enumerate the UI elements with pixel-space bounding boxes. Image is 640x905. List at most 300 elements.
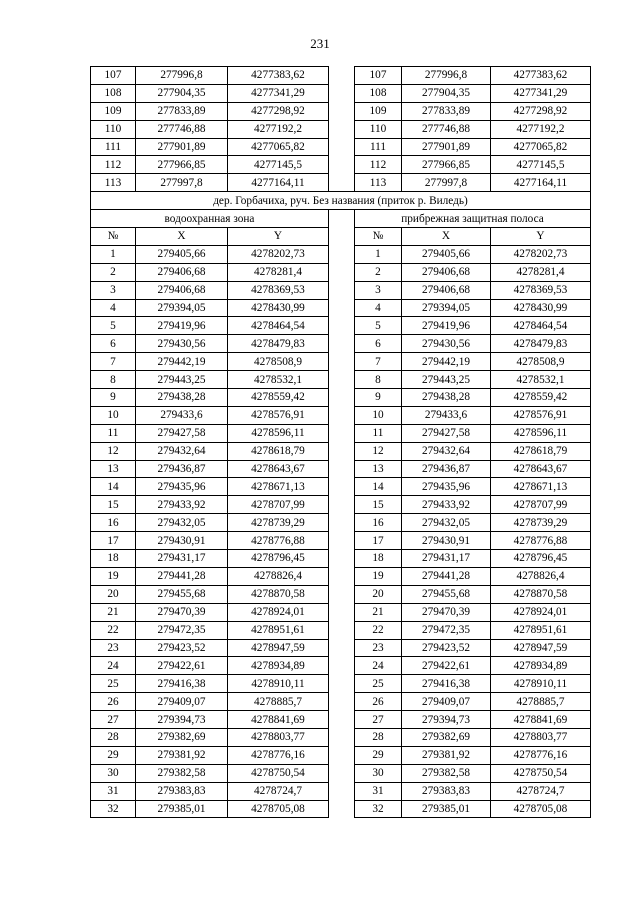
cell-number: 30 <box>355 764 402 782</box>
cell-x: 279435,96 <box>136 478 228 496</box>
cell-x: 279438,28 <box>136 389 228 407</box>
table-row <box>91 728 591 746</box>
cell-x: 279394,73 <box>402 711 491 729</box>
cell-x: 279470,39 <box>402 603 491 621</box>
table-row <box>91 138 591 156</box>
cell-y: 4278671,13 <box>228 478 329 496</box>
cell-x: 279419,96 <box>402 317 491 335</box>
cell-x: 279381,92 <box>402 746 491 764</box>
table-row <box>91 67 591 85</box>
cell-x: 277901,89 <box>136 138 228 156</box>
cell-number: 16 <box>91 514 136 532</box>
column-gap <box>329 782 355 800</box>
table-row <box>91 550 591 568</box>
cell-y: 4278508,9 <box>491 353 591 371</box>
cell-x: 279406,68 <box>402 263 491 281</box>
cell-number: 3 <box>91 281 136 299</box>
table-row <box>91 317 591 335</box>
cell-y: 4278934,89 <box>228 657 329 675</box>
cell-number: 28 <box>355 728 402 746</box>
table-row <box>91 478 591 496</box>
page-number: 231 <box>310 36 330 51</box>
cell-number: 24 <box>91 657 136 675</box>
cell-x: 277901,89 <box>402 138 491 156</box>
cell-number: 112 <box>91 156 136 174</box>
cell-number: 17 <box>91 532 136 550</box>
cell-number: 13 <box>355 460 402 478</box>
table-row <box>91 693 591 711</box>
cell-number: 7 <box>355 353 402 371</box>
cell-x: 279382,69 <box>136 728 228 746</box>
table-row <box>91 514 591 532</box>
column-gap <box>329 442 355 460</box>
cell-y: 4278430,99 <box>228 299 329 317</box>
cell-y: 4278951,61 <box>228 621 329 639</box>
cell-x: 279381,92 <box>136 746 228 764</box>
column-gap <box>329 550 355 568</box>
cell-x: 277966,85 <box>136 156 228 174</box>
cell-number: 23 <box>91 639 136 657</box>
cell-y: 4278596,11 <box>491 424 591 442</box>
table-row <box>91 603 591 621</box>
cell-x: 279423,52 <box>136 639 228 657</box>
header-row <box>91 228 591 246</box>
cell-x: 279436,87 <box>402 460 491 478</box>
column-gap <box>329 460 355 478</box>
table-row <box>91 120 591 138</box>
cell-y: 4277341,29 <box>228 84 329 102</box>
cell-y: 4278826,4 <box>228 567 329 585</box>
column-gap <box>329 657 355 675</box>
cell-y: 4278705,08 <box>491 800 591 818</box>
cell-y: 4278576,91 <box>491 406 591 424</box>
table-row <box>91 424 591 442</box>
cell-number: 8 <box>355 371 402 389</box>
cell-y: 4278618,79 <box>228 442 329 460</box>
column-gap <box>329 263 355 281</box>
cell-number: 14 <box>355 478 402 496</box>
cell-number: 5 <box>91 317 136 335</box>
column-gap <box>329 245 355 263</box>
cell-y: 4277164,11 <box>228 174 329 192</box>
cell-x: 279382,69 <box>402 728 491 746</box>
cell-y: 4278776,16 <box>228 746 329 764</box>
column-gap <box>329 102 355 120</box>
column-gap <box>329 353 355 371</box>
column-gap <box>329 406 355 424</box>
cell-y: 4278705,08 <box>228 800 329 818</box>
cell-y: 4278870,58 <box>228 585 329 603</box>
cell-x: 279427,58 <box>402 424 491 442</box>
cell-number: 4 <box>91 299 136 317</box>
cell-y: 4278508,9 <box>228 353 329 371</box>
cell-x: 277904,35 <box>136 84 228 102</box>
cell-x: 277746,88 <box>402 120 491 138</box>
cell-x: 279436,87 <box>136 460 228 478</box>
cell-y: 4278951,61 <box>491 621 591 639</box>
cell-number: 9 <box>91 389 136 407</box>
table-row <box>91 263 591 281</box>
cell-x: 279423,52 <box>402 639 491 657</box>
section-title-row <box>91 192 591 210</box>
cell-y: 4277383,62 <box>228 67 329 85</box>
cell-number: 1 <box>91 245 136 263</box>
cell-x: 279441,28 <box>136 567 228 585</box>
cell-x: 277833,89 <box>402 102 491 120</box>
cell-y: 4278281,4 <box>491 263 591 281</box>
cell-x: 279441,28 <box>402 567 491 585</box>
column-gap <box>329 84 355 102</box>
cell-number: 6 <box>91 335 136 353</box>
cell-x: 279432,05 <box>402 514 491 532</box>
cell-x: 279430,56 <box>136 335 228 353</box>
cell-x: 279406,68 <box>402 281 491 299</box>
cell-x: 279455,68 <box>136 585 228 603</box>
cell-number: 2 <box>91 263 136 281</box>
cell-y: 4277192,2 <box>228 120 329 138</box>
cell-number: 4 <box>355 299 402 317</box>
cell-number: 26 <box>355 693 402 711</box>
table-row <box>91 156 591 174</box>
cell-y: 4278559,42 <box>228 389 329 407</box>
cell-number: 5 <box>355 317 402 335</box>
cell-number: 3 <box>355 281 402 299</box>
cell-number: 113 <box>355 174 402 192</box>
cell-x: 277996,8 <box>402 67 491 85</box>
cell-y: 4278910,11 <box>228 675 329 693</box>
cell-y: 4278464,54 <box>491 317 591 335</box>
table-row <box>91 460 591 478</box>
cell-x: 279419,96 <box>136 317 228 335</box>
table-row <box>91 102 591 120</box>
cell-y: 4278479,83 <box>228 335 329 353</box>
cell-x: 279383,83 <box>402 782 491 800</box>
column-gap <box>329 389 355 407</box>
cell-x: 279409,07 <box>136 693 228 711</box>
cell-x: 279394,05 <box>402 299 491 317</box>
cell-y: 4277383,62 <box>491 67 591 85</box>
column-gap <box>329 764 355 782</box>
cell-x: 277996,8 <box>136 67 228 85</box>
table-row <box>91 281 591 299</box>
cell-number: 26 <box>91 693 136 711</box>
cell-x: 279405,66 <box>136 245 228 263</box>
cell-y: 4278643,67 <box>228 460 329 478</box>
cell-number: 14 <box>91 478 136 496</box>
column-gap <box>329 532 355 550</box>
column-gap <box>329 156 355 174</box>
cell-number: 31 <box>355 782 402 800</box>
column-gap <box>329 585 355 603</box>
cell-x: 279422,61 <box>136 657 228 675</box>
cell-x: 277833,89 <box>136 102 228 120</box>
cell-y: 4278618,79 <box>491 442 591 460</box>
cell-y: 4278559,42 <box>491 389 591 407</box>
cell-y: 4278750,54 <box>491 764 591 782</box>
cell-x: 279394,73 <box>136 711 228 729</box>
cell-number: 109 <box>91 102 136 120</box>
cell-x: 279472,35 <box>402 621 491 639</box>
cell-x: 279432,05 <box>136 514 228 532</box>
cell-y: 4278202,73 <box>228 245 329 263</box>
cell-y: 4278430,99 <box>491 299 591 317</box>
cell-y: 4278826,4 <box>491 567 591 585</box>
cell-number: 25 <box>91 675 136 693</box>
cell-number: 11 <box>91 424 136 442</box>
cell-number: 32 <box>355 800 402 818</box>
cell-x: 279385,01 <box>136 800 228 818</box>
cell-number: 1 <box>355 245 402 263</box>
cell-number: 23 <box>355 639 402 657</box>
cell-number: 108 <box>355 84 402 102</box>
cell-number: 111 <box>91 138 136 156</box>
cell-y: 4278910,11 <box>491 675 591 693</box>
cell-number: 109 <box>355 102 402 120</box>
cell-x: 279394,05 <box>136 299 228 317</box>
cell-y: 4278707,99 <box>228 496 329 514</box>
cell-number: 18 <box>91 550 136 568</box>
cell-x: 279406,68 <box>136 281 228 299</box>
column-gap <box>329 424 355 442</box>
table-row <box>91 174 591 192</box>
table-row <box>91 621 591 639</box>
cell-number: 22 <box>91 621 136 639</box>
cell-y: 4278776,16 <box>491 746 591 764</box>
column-gap <box>329 567 355 585</box>
column-gap <box>329 120 355 138</box>
cell-x: 277997,8 <box>402 174 491 192</box>
table-row <box>91 800 591 818</box>
cell-y: 4277145,5 <box>491 156 591 174</box>
cell-number: 10 <box>91 406 136 424</box>
cell-x: 279433,6 <box>136 406 228 424</box>
cell-number: 107 <box>355 67 402 85</box>
column-gap <box>329 711 355 729</box>
cell-y: 4278369,53 <box>491 281 591 299</box>
cell-x: 279382,58 <box>136 764 228 782</box>
table-row <box>91 371 591 389</box>
column-gap <box>329 639 355 657</box>
column-gap <box>329 728 355 746</box>
cell-x: 279383,83 <box>136 782 228 800</box>
table-row <box>91 335 591 353</box>
cell-number: 18 <box>355 550 402 568</box>
column-gap <box>329 67 355 85</box>
column-gap <box>329 675 355 693</box>
cell-number: 25 <box>355 675 402 693</box>
cell-y: 4278934,89 <box>491 657 591 675</box>
cell-number: 6 <box>355 335 402 353</box>
cell-x: 279405,66 <box>402 245 491 263</box>
cell-number: 27 <box>355 711 402 729</box>
cell-y: 4278841,69 <box>491 711 591 729</box>
table-row <box>91 711 591 729</box>
cell-x: 279432,64 <box>402 442 491 460</box>
cell-y: 4278739,29 <box>491 514 591 532</box>
cell-y: 4278532,1 <box>228 371 329 389</box>
cell-x: 277746,88 <box>136 120 228 138</box>
cell-number: 27 <box>91 711 136 729</box>
cell-x: 279442,19 <box>402 353 491 371</box>
cell-number: 21 <box>355 603 402 621</box>
cell-x: 279416,38 <box>136 675 228 693</box>
cell-number: 112 <box>355 156 402 174</box>
table-row <box>91 84 591 102</box>
cell-number: 13 <box>91 460 136 478</box>
cell-number: 111 <box>355 138 402 156</box>
cell-x: 279431,17 <box>402 550 491 568</box>
table-row <box>91 406 591 424</box>
cell-y: 4277298,92 <box>491 102 591 120</box>
cell-number: 22 <box>355 621 402 639</box>
cell-x: 279432,64 <box>136 442 228 460</box>
cell-x: 277966,85 <box>402 156 491 174</box>
cell-number: 20 <box>355 585 402 603</box>
column-gap <box>329 335 355 353</box>
cell-y: 4278947,59 <box>228 639 329 657</box>
cell-y: 4278796,45 <box>228 550 329 568</box>
cell-y: 4278596,11 <box>228 424 329 442</box>
cell-x: 279433,92 <box>402 496 491 514</box>
cell-y: 4278841,69 <box>228 711 329 729</box>
table-row <box>91 353 591 371</box>
cell-y: 4278202,73 <box>491 245 591 263</box>
coordinates-table <box>90 66 591 818</box>
cell-y: 4278796,45 <box>491 550 591 568</box>
cell-x: 279406,68 <box>136 263 228 281</box>
cell-x: 277997,8 <box>136 174 228 192</box>
table-row <box>91 567 591 585</box>
cell-number: 29 <box>91 746 136 764</box>
cell-number: 7 <box>91 353 136 371</box>
cell-number: 32 <box>91 800 136 818</box>
cell-y: 4278724,7 <box>228 782 329 800</box>
cell-number: 108 <box>91 84 136 102</box>
table-row <box>91 639 591 657</box>
cell-number: 19 <box>91 567 136 585</box>
table-row <box>91 746 591 764</box>
cell-y: 4278643,67 <box>491 460 591 478</box>
column-header-y: Y <box>228 228 329 246</box>
section-title: дер. Горбачиха, руч. Без названия (приток р. Виледь) <box>91 192 591 210</box>
cell-y: 4277065,82 <box>228 138 329 156</box>
column-gap <box>329 603 355 621</box>
column-gap <box>329 496 355 514</box>
cell-number: 17 <box>355 532 402 550</box>
cell-number: 21 <box>91 603 136 621</box>
column-gap <box>329 281 355 299</box>
cell-number: 110 <box>355 120 402 138</box>
column-gap <box>329 800 355 818</box>
cell-y: 4278724,7 <box>491 782 591 800</box>
cell-number: 15 <box>91 496 136 514</box>
cell-y: 4278776,88 <box>491 532 591 550</box>
cell-y: 4278369,53 <box>228 281 329 299</box>
cell-number: 9 <box>355 389 402 407</box>
cell-x: 277904,35 <box>402 84 491 102</box>
cell-number: 31 <box>91 782 136 800</box>
cell-number: 11 <box>355 424 402 442</box>
cell-y: 4278885,7 <box>491 693 591 711</box>
cell-number: 12 <box>91 442 136 460</box>
column-header-x: X <box>136 228 228 246</box>
cell-x: 279455,68 <box>402 585 491 603</box>
cell-x: 279443,25 <box>402 371 491 389</box>
zone-title-row <box>91 210 591 228</box>
column-gap <box>329 514 355 532</box>
cell-number: 107 <box>91 67 136 85</box>
cell-y: 4277164,11 <box>491 174 591 192</box>
column-gap <box>329 621 355 639</box>
table-row <box>91 532 591 550</box>
table-row <box>91 782 591 800</box>
cell-y: 4278750,54 <box>228 764 329 782</box>
cell-y: 4277192,2 <box>491 120 591 138</box>
cell-number: 12 <box>355 442 402 460</box>
cell-x: 279443,25 <box>136 371 228 389</box>
column-header-number: № <box>91 228 136 246</box>
column-gap <box>329 138 355 156</box>
cell-y: 4278870,58 <box>491 585 591 603</box>
cell-x: 279427,58 <box>136 424 228 442</box>
cell-y: 4278532,1 <box>491 371 591 389</box>
cell-y: 4277298,92 <box>228 102 329 120</box>
cell-y: 4278707,99 <box>491 496 591 514</box>
cell-number: 30 <box>91 764 136 782</box>
left-zone-title: водоохранная зона <box>91 210 329 228</box>
cell-number: 15 <box>355 496 402 514</box>
table-row <box>91 442 591 460</box>
column-gap <box>329 371 355 389</box>
cell-number: 2 <box>355 263 402 281</box>
cell-x: 279433,6 <box>402 406 491 424</box>
cell-y: 4278803,77 <box>491 728 591 746</box>
cell-number: 110 <box>91 120 136 138</box>
cell-x: 279430,56 <box>402 335 491 353</box>
cell-number: 29 <box>355 746 402 764</box>
cell-x: 279422,61 <box>402 657 491 675</box>
cell-number: 19 <box>355 567 402 585</box>
right-zone-title: прибрежная защитная полоса <box>355 210 591 228</box>
table-row <box>91 496 591 514</box>
cell-y: 4278281,4 <box>228 263 329 281</box>
cell-x: 279409,07 <box>402 693 491 711</box>
table-row <box>91 299 591 317</box>
column-gap <box>329 174 355 192</box>
cell-x: 279435,96 <box>402 478 491 496</box>
cell-x: 279382,58 <box>402 764 491 782</box>
cell-number: 10 <box>355 406 402 424</box>
cell-x: 279431,17 <box>136 550 228 568</box>
table-row <box>91 245 591 263</box>
cell-y: 4278803,77 <box>228 728 329 746</box>
cell-x: 279416,38 <box>402 675 491 693</box>
cell-y: 4278464,54 <box>228 317 329 335</box>
cell-y: 4278576,91 <box>228 406 329 424</box>
cell-number: 24 <box>355 657 402 675</box>
cell-y: 4278671,13 <box>491 478 591 496</box>
cell-number: 8 <box>91 371 136 389</box>
cell-x: 279438,28 <box>402 389 491 407</box>
table-row <box>91 675 591 693</box>
cell-x: 279385,01 <box>402 800 491 818</box>
cell-y: 4278947,59 <box>491 639 591 657</box>
cell-y: 4278739,29 <box>228 514 329 532</box>
cell-y: 4278885,7 <box>228 693 329 711</box>
cell-y: 4277341,29 <box>491 84 591 102</box>
cell-y: 4278924,01 <box>228 603 329 621</box>
column-gap <box>329 299 355 317</box>
